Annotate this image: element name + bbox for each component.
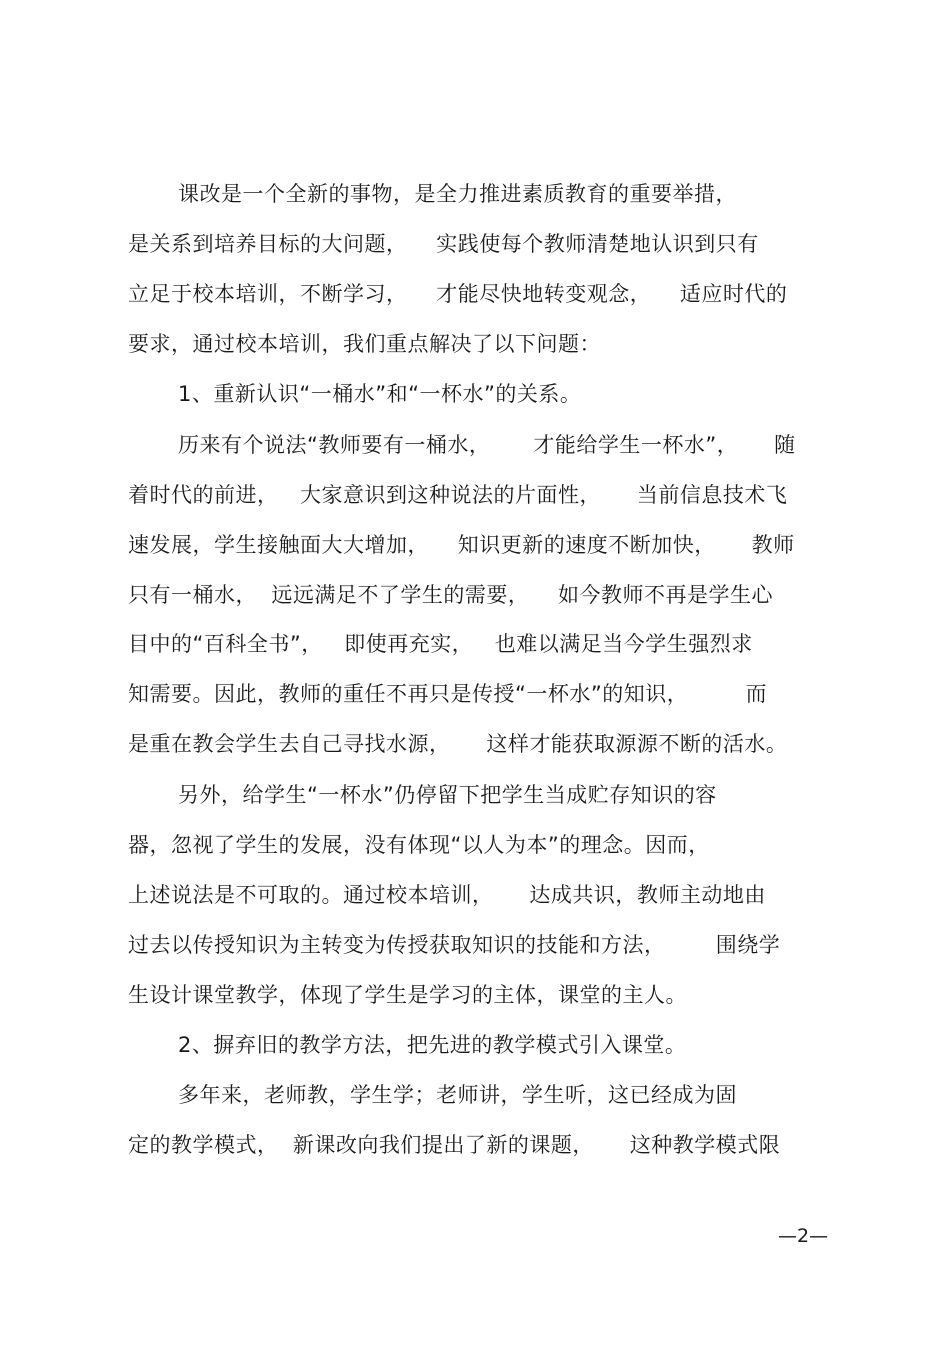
paragraph-line: 课改是一个全新的事物，是全力推进素质教育的重要举措，: [178, 182, 737, 206]
paragraph-line: 过去以传授知识为主转变为传授获取知识的技能和方法， 围绕学: [128, 933, 781, 957]
page-number: —2—: [778, 1225, 829, 1247]
paragraph-line: 多年来，老师教，学生学；老师讲，学生听，这已经成为固: [178, 1083, 737, 1107]
paragraph-line: 着时代的前进， 大家意识到这种说法的片面性， 当前信息技术飞: [128, 483, 788, 507]
paragraph-line: 要求，通过校本培训，我们重点解决了以下问题：: [128, 332, 601, 356]
paragraph-line: 上述说法是不可取的。通过校本培训， 达成共识，教师主动地由: [128, 883, 766, 907]
paragraph-line: 目中的“百科全书”， 即使再充实， 也难以满足当今学生强烈求: [128, 632, 753, 656]
paragraph-line: 知需要。因此，教师的重任不再只是传授“一杯水”的知识， 而: [128, 682, 768, 706]
paragraph-line: 只有一桶水， 远远满足不了学生的需要， 如今教师不再是学生心: [128, 583, 774, 607]
paragraph-line: 生设计课堂教学，体现了学生是学习的主体，课堂的主人。: [128, 983, 687, 1007]
paragraph-line: 是关系到培养目标的大问题， 实践使每个教师清楚地认识到只有: [128, 232, 759, 256]
section-heading: 1、重新认识“一桶水”和“一杯水”的关系。: [178, 382, 582, 406]
paragraph-line: 速发展，学生接触面大大增加， 知识更新的速度不断加快， 教师: [128, 533, 795, 557]
paragraph-line: 定的教学模式， 新课改向我们提出了新的课题， 这种教学模式限: [128, 1133, 781, 1157]
paragraph-line: 历来有个说法“教师要有一桶水， 才能给学生一杯水”， 随: [178, 433, 796, 457]
paragraph-line: 是重在教会学生去自己寻找水源， 这样才能获取源源不断的活水。: [128, 732, 788, 756]
paragraph-line: 器，忽视了学生的发展，没有体现“以人为本”的理念。因而，: [128, 833, 710, 857]
paragraph-line: 立足于校本培训，不断学习， 才能尽快地转变观念， 适应时代的: [128, 282, 788, 306]
paragraph-line: 另外，给学生“一杯水”仍停留下把学生当成贮存知识的容: [178, 783, 717, 807]
section-heading: 2、摒弃旧的教学方法，把先进的教学模式引入课堂。: [178, 1033, 687, 1057]
